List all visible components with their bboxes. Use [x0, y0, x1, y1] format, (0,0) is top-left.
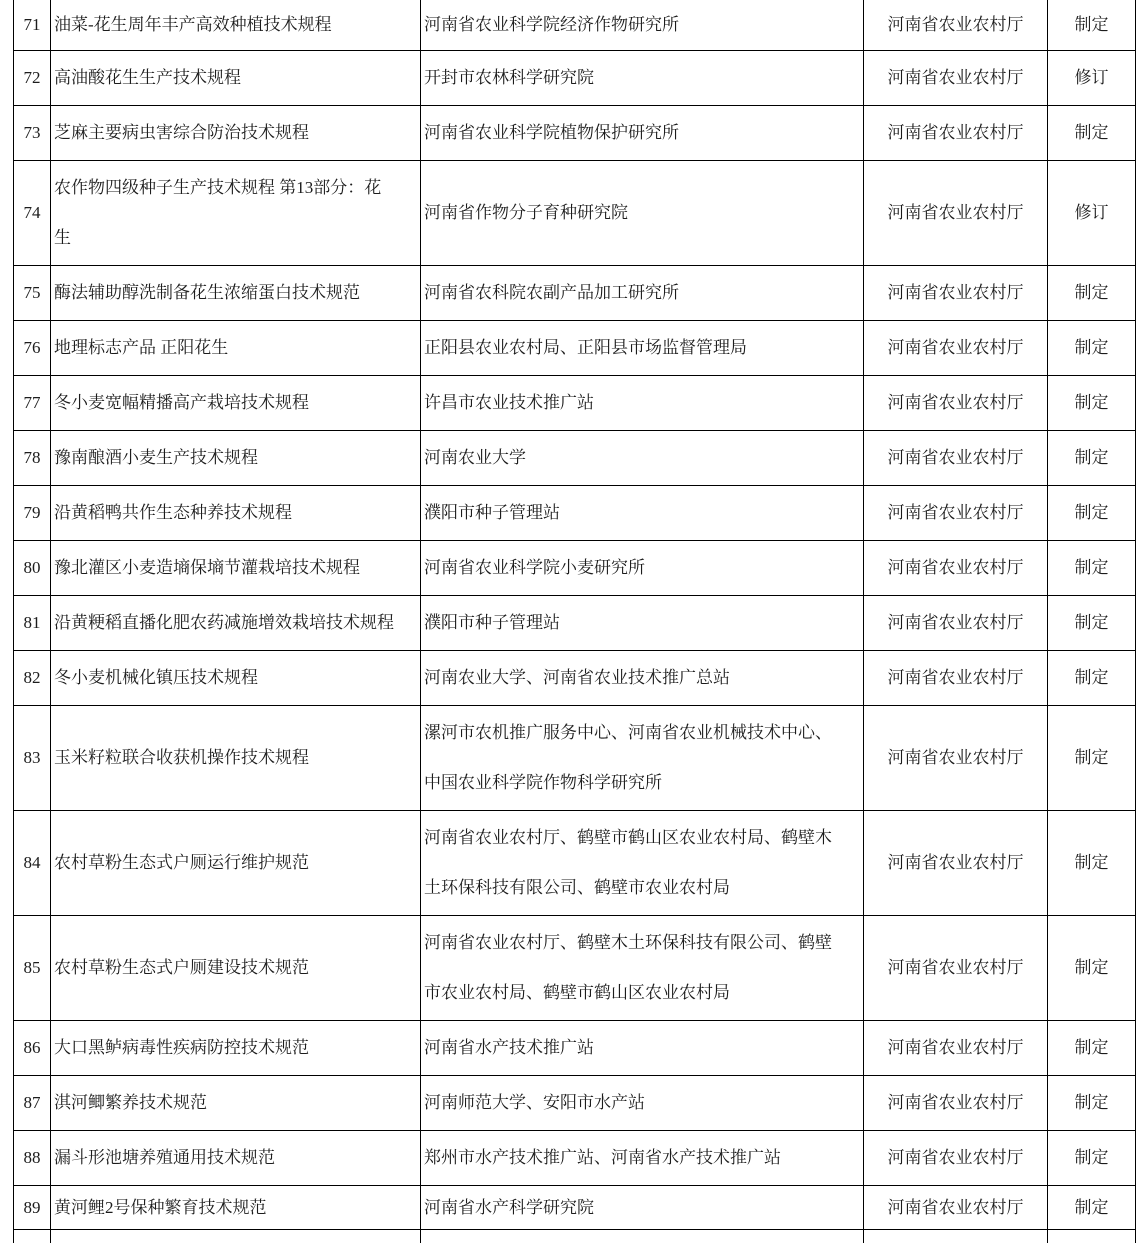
drafting-org-cell: 郑州市水产技术推广站、河南省水产技术推广站 — [421, 1131, 864, 1186]
proposing-dept-cell: 河南省农业农村厅 — [864, 706, 1048, 811]
table-row — [14, 431, 1136, 486]
drafting-org-cell: 河南省农业农村厅、鹤壁市鹤山区农业农村局、鹤壁木土环保科技有限公司、鹤壁市农业农村局 — [421, 811, 864, 916]
standards-table — [13, 0, 1136, 1243]
seq-cell: 89 — [14, 1186, 51, 1230]
table-row — [14, 811, 1136, 916]
seq-cell: 86 — [14, 1021, 51, 1076]
proposing-dept-cell: 河南省农业农村厅 — [864, 106, 1048, 161]
proposing-dept-cell: 河南省农业农村厅 — [864, 541, 1048, 596]
drafting-org-cell: 开封市农林科学研究院 — [421, 51, 864, 106]
drafting-org-cell: 河南省农业农村厅、鹤壁木土环保科技有限公司、鹤壁市农业农村局、鹤壁市鹤山区农业农村局 — [421, 916, 864, 1021]
drafting-org-cell: 濮阳市种子管理站 — [421, 596, 864, 651]
standard-name-cell: 沿黄稻鸭共作生态种养技术规程 — [51, 486, 421, 541]
drafting-org-cell: 许昌市农业技术推广站 — [421, 376, 864, 431]
standard-name-cell: 酶法辅助醇洗制备花生浓缩蛋白技术规范 — [51, 266, 421, 321]
proposing-dept-cell: 河南省农业农村厅 — [864, 1021, 1048, 1076]
formulation-type-cell: 制定 — [1048, 376, 1136, 431]
seq-cell: 71 — [14, 0, 51, 51]
table-row — [14, 161, 1136, 266]
seq-cell: 79 — [14, 486, 51, 541]
standard-name-cell: 漏斗形池塘养殖通用技术规范 — [51, 1131, 421, 1186]
formulation-type-cell: 制定 — [1048, 106, 1136, 161]
seq-cell: 76 — [14, 321, 51, 376]
table-row — [14, 651, 1136, 706]
standard-name-cell: 地理标志产品 正阳花生 — [51, 321, 421, 376]
table-row — [14, 106, 1136, 161]
proposing-dept-cell: 河南省农业农村厅 — [864, 651, 1048, 706]
standard-name-cell: 农作物四级种子生产技术规程 第13部分：花生 — [51, 161, 421, 266]
formulation-type-cell: 制定 — [1048, 0, 1136, 51]
table-row — [14, 706, 1136, 811]
proposing-dept-cell: 河南省农业农村厅 — [864, 51, 1048, 106]
drafting-org-cell — [421, 1230, 864, 1243]
seq-cell: 82 — [14, 651, 51, 706]
standard-name-cell: 沿黄粳稻直播化肥农药减施增效栽培技术规程 — [51, 596, 421, 651]
seq-cell: 73 — [14, 106, 51, 161]
formulation-type-cell: 制定 — [1048, 1186, 1136, 1230]
formulation-type-cell: 制定 — [1048, 1131, 1136, 1186]
table-row — [14, 376, 1136, 431]
formulation-type-cell: 制定 — [1048, 706, 1136, 811]
drafting-org-cell: 河南农业大学、河南省农业技术推广总站 — [421, 651, 864, 706]
formulation-type-cell: 制定 — [1048, 321, 1136, 376]
proposing-dept-cell: 河南省农业农村厅 — [864, 376, 1048, 431]
table-row — [14, 1076, 1136, 1131]
standard-name-cell: 豫南酿酒小麦生产技术规程 — [51, 431, 421, 486]
proposing-dept-cell: 河南省农业农村厅 — [864, 431, 1048, 486]
proposing-dept-cell: 河南省农业农村厅 — [864, 0, 1048, 51]
standard-name-cell — [51, 1230, 421, 1243]
standard-name-cell: 玉米籽粒联合收获机操作技术规程 — [51, 706, 421, 811]
seq-cell: 88 — [14, 1131, 51, 1186]
formulation-type-cell: 修订 — [1048, 161, 1136, 266]
standard-name-cell: 芝麻主要病虫害综合防治技术规程 — [51, 106, 421, 161]
table-row — [14, 51, 1136, 106]
seq-cell: 77 — [14, 376, 51, 431]
proposing-dept-cell: 河南省农业农村厅 — [864, 916, 1048, 1021]
standard-name-cell: 农村草粉生态式户厕建设技术规范 — [51, 916, 421, 1021]
standard-name-cell: 冬小麦宽幅精播高产栽培技术规程 — [51, 376, 421, 431]
table-row — [14, 266, 1136, 321]
seq-cell: 81 — [14, 596, 51, 651]
proposing-dept-cell: 河南省农业农村厅 — [864, 1131, 1048, 1186]
drafting-org-cell: 正阳县农业农村局、正阳县市场监督管理局 — [421, 321, 864, 376]
formulation-type-cell: 制定 — [1048, 541, 1136, 596]
drafting-org-cell: 河南省农业科学院小麦研究所 — [421, 541, 864, 596]
formulation-type-cell: 制定 — [1048, 266, 1136, 321]
seq-cell: 72 — [14, 51, 51, 106]
proposing-dept-cell: 河南省农业农村厅 — [864, 266, 1048, 321]
drafting-org-cell: 濮阳市种子管理站 — [421, 486, 864, 541]
standards-table-body — [14, 0, 1136, 1230]
table-row — [14, 541, 1136, 596]
table-row — [14, 916, 1136, 1021]
proposing-dept-cell: 河南省农业农村厅 — [864, 486, 1048, 541]
proposing-dept-cell: 河南省农业农村厅 — [864, 161, 1048, 266]
proposing-dept-cell: 河南省农业农村厅 — [864, 321, 1048, 376]
formulation-type-cell: 修订 — [1048, 51, 1136, 106]
standard-name-cell: 油菜-花生周年丰产高效种植技术规程 — [51, 0, 421, 51]
seq-cell: 84 — [14, 811, 51, 916]
formulation-type-cell: 制定 — [1048, 486, 1136, 541]
standard-name-cell: 淇河鲫繁养技术规范 — [51, 1076, 421, 1131]
formulation-type-cell — [1048, 1230, 1136, 1243]
proposing-dept-cell: 河南省农业农村厅 — [864, 811, 1048, 916]
standard-name-cell: 农村草粉生态式户厕运行维护规范 — [51, 811, 421, 916]
proposing-dept-cell — [864, 1230, 1048, 1243]
table-row — [14, 1131, 1136, 1186]
standard-name-cell: 高油酸花生生产技术规程 — [51, 51, 421, 106]
seq-cell: 80 — [14, 541, 51, 596]
seq-cell: 83 — [14, 706, 51, 811]
drafting-org-cell: 河南省农业科学院经济作物研究所 — [421, 0, 864, 51]
seq-cell: 78 — [14, 431, 51, 486]
table-row — [14, 1186, 1136, 1230]
formulation-type-cell: 制定 — [1048, 431, 1136, 486]
table-row — [14, 486, 1136, 541]
drafting-org-cell: 河南省水产技术推广站 — [421, 1021, 864, 1076]
standard-name-cell: 冬小麦机械化镇压技术规程 — [51, 651, 421, 706]
formulation-type-cell: 制定 — [1048, 596, 1136, 651]
drafting-org-cell: 漯河市农机推广服务中心、河南省农业机械技术中心、中国农业科学院作物科学研究所 — [421, 706, 864, 811]
drafting-org-cell: 河南省农业科学院植物保护研究所 — [421, 106, 864, 161]
formulation-type-cell: 制定 — [1048, 1076, 1136, 1131]
seq-cell: 74 — [14, 161, 51, 266]
standard-name-cell: 黄河鲤2号保种繁育技术规范 — [51, 1186, 421, 1230]
drafting-org-cell: 河南省农科院农副产品加工研究所 — [421, 266, 864, 321]
standard-name-cell: 大口黑鲈病毒性疾病防控技术规范 — [51, 1021, 421, 1076]
seq-cell: 87 — [14, 1076, 51, 1131]
table-row — [14, 1021, 1136, 1076]
standard-name-cell: 豫北灌区小麦造墒保墒节灌栽培技术规程 — [51, 541, 421, 596]
drafting-org-cell: 河南农业大学 — [421, 431, 864, 486]
partial-next-row — [14, 1230, 1136, 1243]
drafting-org-cell: 河南师范大学、安阳市水产站 — [421, 1076, 864, 1131]
table-row — [14, 596, 1136, 651]
seq-cell: 85 — [14, 916, 51, 1021]
standards-table-foot — [14, 1230, 1136, 1243]
table-row — [14, 0, 1136, 51]
proposing-dept-cell: 河南省农业农村厅 — [864, 1076, 1048, 1131]
formulation-type-cell: 制定 — [1048, 1021, 1136, 1076]
formulation-type-cell: 制定 — [1048, 651, 1136, 706]
drafting-org-cell: 河南省作物分子育种研究院 — [421, 161, 864, 266]
drafting-org-cell: 河南省水产科学研究院 — [421, 1186, 864, 1230]
seq-cell — [14, 1230, 51, 1243]
proposing-dept-cell: 河南省农业农村厅 — [864, 1186, 1048, 1230]
proposing-dept-cell: 河南省农业农村厅 — [864, 596, 1048, 651]
table-row — [14, 321, 1136, 376]
formulation-type-cell: 制定 — [1048, 811, 1136, 916]
formulation-type-cell: 制定 — [1048, 916, 1136, 1021]
seq-cell: 75 — [14, 266, 51, 321]
